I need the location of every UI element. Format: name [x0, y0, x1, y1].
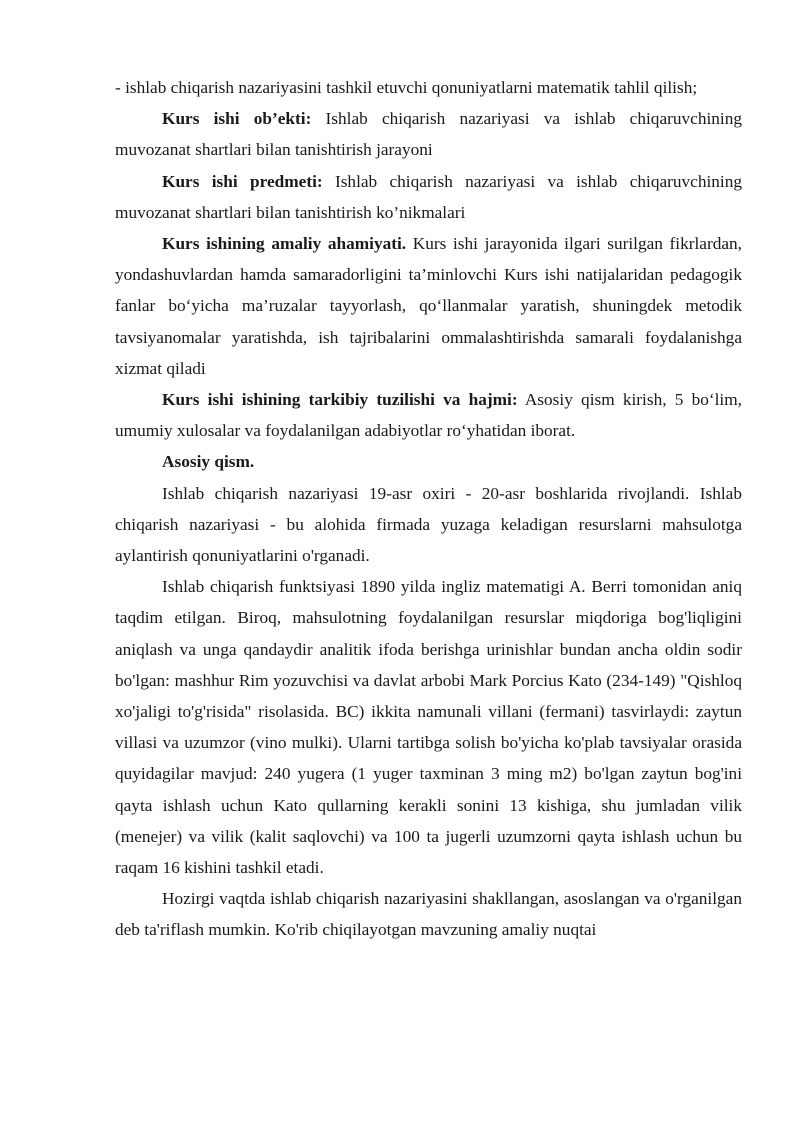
paragraph-lead: Kurs ishi ob’ekti:: [162, 109, 312, 129]
paragraph-text: Asosiy qism kirish, 5 bo‘lim, umumiy xulosalar va foydalanilgan adabiyotlar ro‘yhatidan iborat.: [115, 390, 742, 441]
paragraph-production-function: [115, 571, 742, 883]
paragraph-lead: Kurs ishining amaliy ahamiyati.: [162, 234, 407, 254]
paragraph-text: Ishlab chiqarish nazariyasi 19-asr oxiri - 20-asr boshlarida rivojlandi. Ishlab chiqarish nazariyasi - bu alohida firmada yuzaga keladigan resurslarni mahsulotga aylantirish qonuniyatlarini o'rganadi.: [115, 483, 742, 566]
section-heading: [115, 446, 742, 477]
paragraph-text: Hozirgi vaqtda ishlab chiqarish nazariyasini shakllangan, asoslangan va o'rganilgan deb ta'riflash mumkin. Ko'rib chiqilayotgan mavzuning amaliy nuqtai: [115, 889, 742, 940]
paragraph-text: Kurs ishi jarayonida ilgari surilgan fikrlardan, yondashuvlardan hamda samaradorligini ta’minlovchi Kurs ishi natijalaridan pedagogik fanlar bo‘yicha ma’ruzalar tayyorlash, qo‘llanmalar yaratish, shuningdek metodik tavsiyanomalar yaratishda, ish tajribalarini ommalashtirishda samarali foydalanishga xizmat qiladi: [115, 234, 743, 378]
paragraph-text: Ishlab chiqarish funktsiyasi 1890 yilda ingliz matematigi A. Berri tomonidan aniq taqdim etilgan. Biroq, mahsulotning foydalanilgan resurslar miqdoriga bog'liqligini aniqlash va unga qandaydir analitik ifoda berishga urinishlar bundan ancha oldin sodir bo'lgan: mashhur Rim yozuvchisi va davlat arbobi Mark Porcius Kato (234-149) "Qishloq xo'jaligi to'g'risida" risolasida. BC) ikkita namunali villani (fermani) tasvirlaydi: zaytun villasi va uzumzor (vino mulki). Ularni tartibga solish bo'yicha ko'plab tavsiyalar orasida quyidagilar mavjud: 240 yugera (1 yuger taxminan 3 ming m2) bo'lgan zaytun bog'ini qayta ishlash uchun Kato qullarning kerakli sonini 13 kishiga, shu jumladan vilik (menejer) va vilik (kalit saqlovchi) va 100 ta jugerli uzumzorni qayta ishlash uchun bu raqam 16 kishini tashkil etadi.: [115, 577, 742, 878]
paragraph-text: Ishlab chiqarish nazariyasi va ishlab chiqaruvchining muvozanat shartlari bilan tanishtirish jarayoni: [115, 109, 742, 160]
paragraph-subject: [115, 166, 742, 228]
paragraph-lead: Kurs ishi ishining tarkibiy tuzilishi va hajmi:: [162, 390, 518, 410]
document-page: [115, 72, 742, 946]
paragraph-practical-significance: [115, 228, 742, 384]
paragraph-object: [115, 103, 742, 165]
section-heading-text: Asosiy qism.: [162, 452, 255, 472]
paragraph-lead: Kurs ishi predmeti:: [162, 171, 323, 191]
paragraph-text: Ishlab chiqarish nazariyasi va ishlab chiqaruvchining muvozanat shartlari bilan tanishtirish ko’nikmalari: [115, 171, 742, 222]
paragraph-theory-intro: [115, 478, 742, 572]
paragraph-current-state: [115, 883, 742, 945]
paragraph-text: - ishlab chiqarish nazariyasini tashkil etuvchi qonuniyatlarni matematik tahlil qilish;: [115, 78, 698, 97]
paragraph-task-item: [115, 72, 742, 103]
paragraph-structure: [115, 384, 742, 446]
